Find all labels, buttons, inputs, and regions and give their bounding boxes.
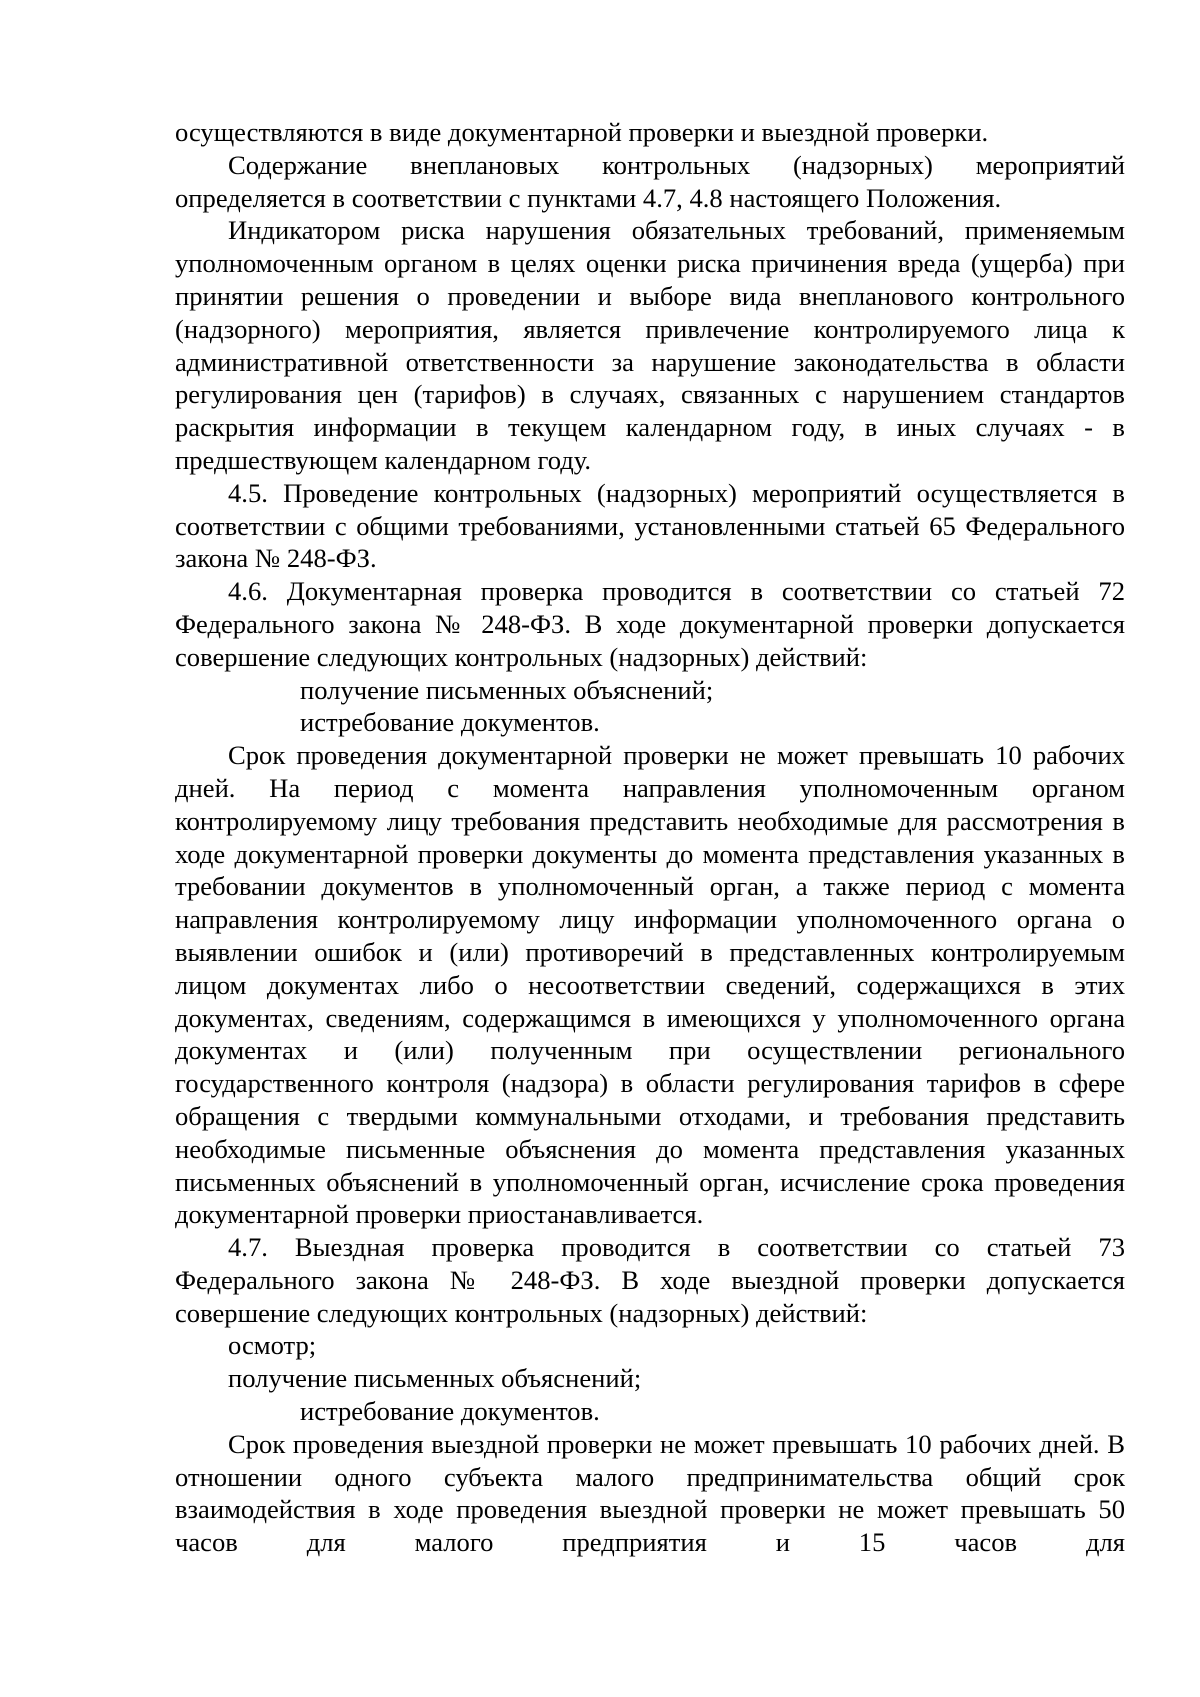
list-item-documents: истребование документов.	[300, 707, 600, 738]
list-item-explanations-2: получение письменных объяснений;	[228, 1363, 642, 1394]
paragraph-continuation: осуществляются в виде документарной проверки и выездной проверки.	[175, 117, 989, 147]
paragraph-4-5: 4.5. Проведение контрольных (надзорных) мероприятий осуществляется в соответствии с общими требованиями, установленными статьей 65 Федерального закона № 248-ФЗ.	[175, 477, 1125, 574]
paragraph-documentary-term: Срок проведения документарной проверки не может превышать 10 рабочих дней. На период с момента направления уполномоченным органом контролируемому лицу требования представить необходимые для рассмотрения в ходе документарной проверки документы до момента представления указанных в требовании документов в уполномоченный орган, а также период с момента направления контролируемому лицу информации уполномоченного органа о выявлении ошибок и (или) противоречий в представленных контролируемым лицом документах либо о несоответствии сведений, содержащихся в этих документах, сведениям, содержащимся в имеющихся у уполномоченного органа документах и (или) полученным при осуществлении регионального государственного контроля (надзора) в области регулирования тарифов в сфере обращения с твердыми коммунальными отходами, и требования представить необходимые письменные объяснения до момента представления указанных письменных объяснений в уполномоченный орган, исчисление срока проведения документарной проверки приостанавливается.	[175, 740, 1125, 1230]
paragraph-risk-indicator: Индикатором риска нарушения обязательных требований, применяемым уполномоченным органом в целях оценки риска причинения вреда (ущерба) при принятии решения о проведении и выборе вида внепланового контрольного (надзорного) мероприятия, является привлечение контролируемого лица к административной ответственности за нарушение законодательства в области регулирования цен (тарифов) в случаях, связанных с нарушением стандартов раскрытия информации в текущем календарном году, в иных случаях - в предшествующем календарном году.	[175, 215, 1125, 475]
paragraph-4-7: 4.7. Выездная проверка проводится в соответствии со статьей 73 Федерального закона № 248-ФЗ. В ходе выездной проверки допускается совершение следующих контрольных (надзорных) действий:	[175, 1232, 1125, 1328]
list-item-inspection: осмотр;	[228, 1330, 317, 1361]
list-item-documents-2: истребование документов.	[300, 1396, 600, 1427]
paragraph-onsite-term: Срок проведения выездной проверки не может превышать 10 рабочих дней. В отношении одного субъекта малого предпринимательства общий срок взаимодействия в ходе проведения выездной проверки не может превышать 50 часов для малого предприятия и 15 часов для	[175, 1428, 1125, 1558]
document-body	[175, 116, 1125, 1559]
list-item-explanations: получение письменных объяснений;	[300, 674, 714, 705]
paragraph-unplanned-content: Содержание внеплановых контрольных (надзорных) мероприятий определяется в соответствии с пунктами 4.7, 4.8 настоящего Положения.	[175, 149, 1125, 213]
paragraph-4-6: 4.6. Документарная проверка проводится в соответствии со статьей 72 Федерального закона № 248-ФЗ. В ходе документарной проверки допускается совершение следующих контрольных (надзорных) действий:	[175, 576, 1125, 672]
